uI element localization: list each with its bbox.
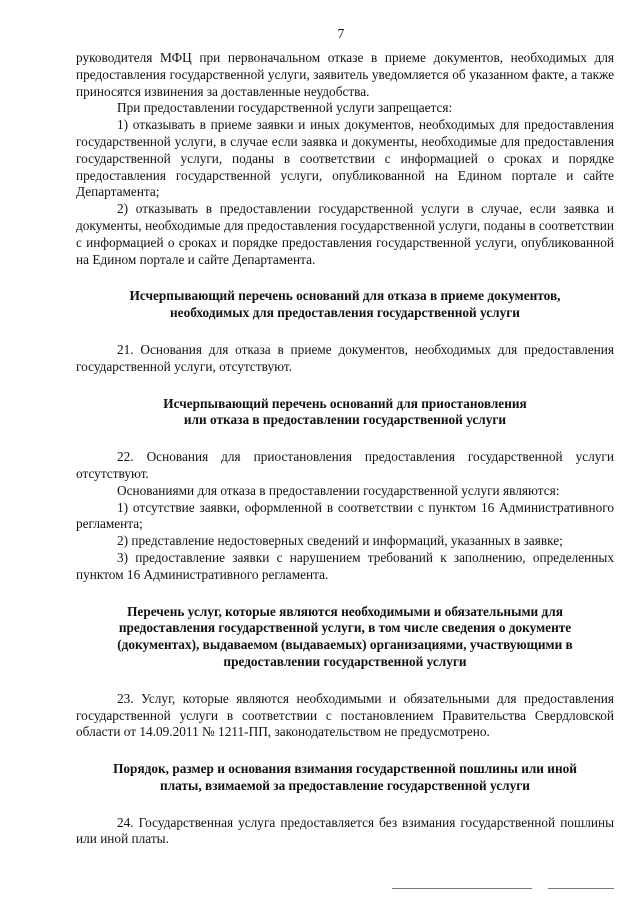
section-title-suspension xyxy=(76,396,614,430)
paragraph-21: 21. Основания для отказа в приеме документов, необходимых для предоставления государственной услуги, отсутствуют. xyxy=(76,341,614,374)
section-title-line: Перечень услуг, которые являются необходимыми и обязательными для xyxy=(127,603,563,619)
scan-edge-line xyxy=(392,888,532,889)
prohibition-item-1: 1) отказывать в приеме заявки и иных документов, необходимых для предоставления государственной услуги, в случае если заявка и документы, необходимые для предоставления государственной услуги, поданы в соответствии с информацией о сроках и порядке предоставления государственной услуги, опубликованной на Едином портале и сайте Департамента; xyxy=(76,117,614,200)
paragraph-23: 23. Услуг, которые являются необходимыми и обязательными для предоставления государственной услуги в соответствии с постановлением Правительства Свердловской области от 14.09.2011 № 1211-ПП, законодательством не предусмотрено. xyxy=(76,690,614,740)
section-title-line: Исчерпывающий перечень оснований для отказа в приеме документов, xyxy=(129,288,561,304)
section-title-line: Порядок, размер и основания взимания государственной пошлины или иной xyxy=(113,761,577,777)
grounds-item-1: 1) отсутствие заявки, оформленной в соответствии с пунктом 16 Административного регламента; xyxy=(76,499,614,532)
section-title-line: предоставления государственной услуги, в том числе сведения о документе xyxy=(118,620,572,636)
paragraph-24: 24. Государственная услуга предоставляется без взимания государственной пошлины или иной платы. xyxy=(76,814,614,847)
section-title-line: необходимых для предоставления государственной услуги xyxy=(170,305,520,321)
page-number: 7 xyxy=(337,26,345,41)
paragraph-22: 22. Основания для приостановления предоставления государственной услуги отсутствуют. xyxy=(76,449,614,481)
section-title-fee xyxy=(76,761,614,795)
grounds-item-2: 2) представление недостоверных сведений и информаций, указанных в заявке; xyxy=(117,533,563,549)
section-title-line: (документах), выдаваемом (выдаваемых) организациями, участвующими в xyxy=(117,637,573,653)
prohibition-intro: При предоставлении государственной услуги запрещается: xyxy=(117,100,453,116)
section-title-line: Исчерпывающий перечень оснований для приостановления xyxy=(163,395,527,411)
section-title-line: предоставлении государственной услуги xyxy=(223,653,467,669)
scan-edge-line xyxy=(548,888,614,889)
intro-paragraph: руководителя МФЦ при первоначальном отказе в приеме документов, необходимых для предоставления государственной услуги, заявитель уведомляется об указанном факте, а также приносятся извинения за доставленные неудобства. xyxy=(76,50,614,99)
prohibition-item-2: 2) отказывать в предоставлении государственной услуги в случае, если заявка и документы, необходимые для предоставления государственной услуги, поданы в соответствии с информацией о сроках и порядке предоставления государственной услуги, опубликованной на Едином портале и сайте Департамента. xyxy=(76,201,614,267)
grounds-item-3: 3) предоставление заявки с нарушением требований к заполнению, определенных пунктом 16 Административного регламента. xyxy=(76,549,614,582)
section-title-services xyxy=(76,604,614,671)
section-title-line: или отказа в предоставлении государственной услуги xyxy=(183,412,507,428)
section-title-refusal-docs xyxy=(76,288,614,322)
grounds-intro: Основаниями для отказа в предоставлении государственной услуги являются: xyxy=(117,482,560,498)
section-title-line: платы, взимаемой за предоставление государственной услуги xyxy=(160,777,530,793)
